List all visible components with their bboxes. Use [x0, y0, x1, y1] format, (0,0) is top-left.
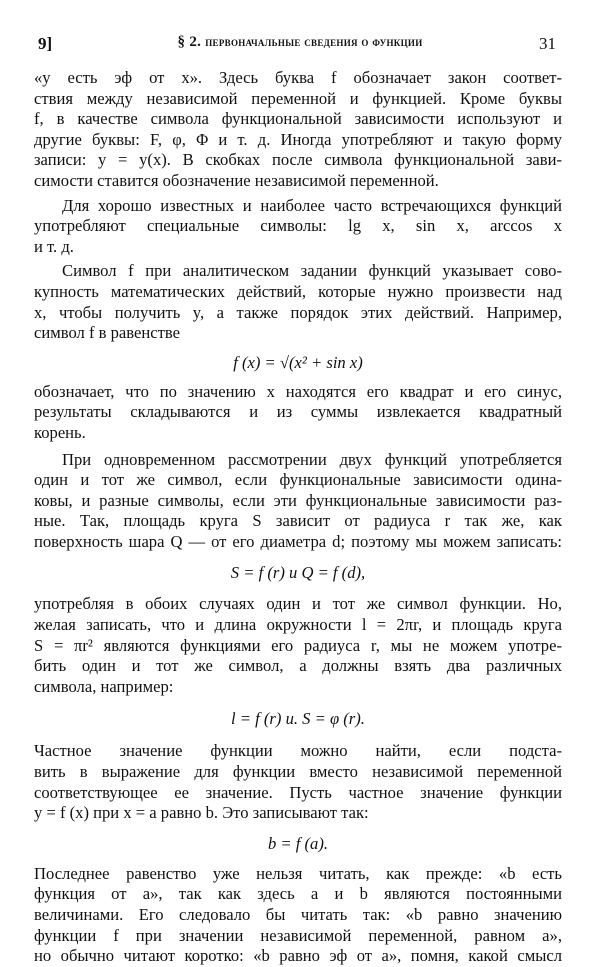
text-line: символ f в равенстве: [34, 323, 180, 343]
text-line: функция от a», так как здесь a и b являются постоянными: [34, 884, 562, 904]
text-line: «y есть эф от x». Здесь буква f обозначает закон соответ-: [34, 68, 562, 87]
text-line: При одновременном рассмотрении двух функций употребляется: [62, 449, 562, 469]
text-line: поверхность шара Q — от его диаметра d; поэтому мы можем записать:: [34, 531, 562, 551]
text-line: ные. Так, площадь круга S зависит от радиуса r так же, как: [34, 511, 562, 531]
running-title-text: первоначальные сведения о функции: [205, 34, 423, 49]
text-line: ствия между независимой переменной и функцией. Кроме буквы: [34, 88, 562, 108]
paragraph-6: [34, 594, 562, 697]
page-body: [34, 68, 562, 967]
text-line: записи: y = y(x). В скобках после символа функциональной зави-: [34, 150, 562, 170]
formula-sqrt: f (x) = √(x² + sin x): [233, 352, 363, 372]
running-title: [36, 34, 564, 51]
text-line: купность математических действий, которые нужно произвести над: [34, 281, 562, 301]
text-line: Последнее равенство уже нельзя читать, как прежде: «b есть: [34, 863, 562, 883]
text-line: другие буквы: F, φ, Φ и т. д. Иногда употребляют и такую форму: [34, 129, 562, 149]
text-line: обозначает, что по значению x находятся его квадрат и его синус,: [34, 381, 562, 401]
text-line: и т. д.: [34, 236, 74, 256]
paragraph-3: [34, 261, 562, 343]
paragraph-2: [34, 196, 562, 258]
paragraph-1: [34, 68, 562, 192]
text-line: Частное значение функции можно найти, если подста-: [34, 741, 562, 761]
paragraph-5: [34, 450, 562, 553]
formula-l-s: l = f (r) и. S = φ (r).: [231, 709, 365, 729]
text-line: один и тот же символ, если функциональные зависимости одина-: [34, 470, 562, 490]
formula-b: b = f (a).: [267, 833, 329, 853]
text-line: употребляя в обоих случаях один и тот же символ функции. Но,: [34, 594, 562, 614]
paragraph-7: [34, 741, 562, 823]
running-header: [36, 34, 564, 56]
text-line: вить в выражение для функции вместо независимой переменной: [34, 762, 562, 782]
paragraph-4: [34, 382, 562, 444]
text-line: соответствующее ее значение. Пусть частное значение функции: [34, 782, 562, 802]
text-line: S = πr² являются функциями его радиуса r, мы не можем употре-: [34, 635, 562, 655]
text-line: корень.: [34, 422, 86, 442]
text-line: симости ставится обозначение независимой переменной.: [34, 170, 439, 190]
text-line: желая записать, что и длина окружности l = 2πr, и площадь круга: [34, 615, 562, 635]
text-line: f, в качестве символа функциональной зависимости используют и: [34, 109, 562, 129]
text-line: символа, например:: [34, 676, 174, 696]
running-title-prefix: § 2.: [177, 34, 202, 50]
text-line: y = f (x) при x = a равно b. Это записывают так:: [34, 803, 369, 823]
text-line: бить один и тот же символ, а должны взять два различных: [34, 656, 562, 676]
text-line: Для хорошо известных и наиболее часто встречающихся функций: [62, 195, 562, 215]
paragraph-8: [34, 864, 562, 967]
text-line: Символ f при аналитическом задании функций указывает сово-: [62, 261, 562, 281]
text-line: величинами. Его следовало бы читать так: «b равно значению: [34, 905, 562, 924]
page-number: 31: [539, 34, 556, 53]
text-line: употребляют специальные символы: lg x, sin x, arccos x: [34, 216, 562, 236]
text-line: функции f при значении независимой переменной, равном a»,: [34, 925, 562, 945]
section-number: 9]: [38, 34, 53, 53]
text-line: результаты складываются и из суммы извлекается квадратный: [34, 402, 562, 422]
formula-s-q: S = f (r) и Q = f (d),: [230, 563, 366, 583]
text-line: но обычно читают коротко: «b равно эф от a», помня, какой смысл: [34, 946, 562, 966]
text-line: ковы, и разные символы, если эти функциональные зависимости раз-: [34, 490, 562, 510]
text-line: x, чтобы получить y, а также порядок этих действий. Например,: [34, 302, 562, 322]
